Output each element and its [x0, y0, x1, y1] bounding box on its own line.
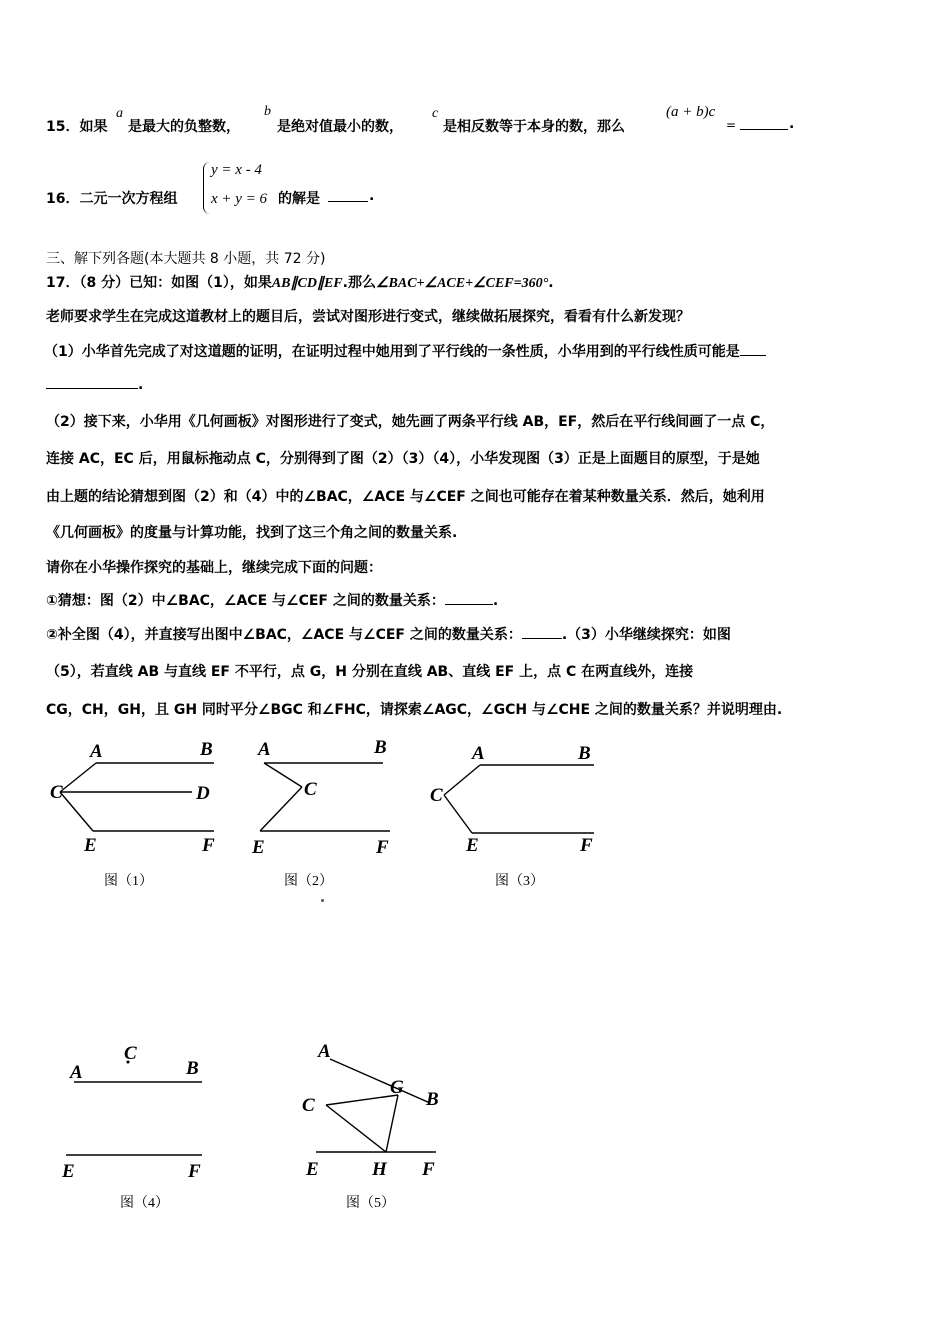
q17-line-5: （2）接下来，小华用《几何画板》对图形进行了变式，她先画了两条平行线 AB，EF，然后在平行线间画了一点 C，	[46, 414, 775, 430]
q17-line-6: 连接 AC，EC 后，用鼠标拖动点 C，分别得到了图（2）（3）（4），小华发现图（3）正是上面题目的原型，于是她	[46, 451, 760, 467]
q15-var-c: c	[432, 106, 439, 121]
fig3-line-ce	[444, 795, 472, 833]
equation-system-brace	[203, 162, 210, 214]
fig1-line-ce	[60, 792, 93, 831]
q17-line-4	[46, 376, 143, 393]
fig1-label-d: D	[196, 783, 210, 804]
q17-line1-prefix: 17．（8 分）已知：如图（1），如果	[46, 275, 272, 291]
fig2-label-a: A	[258, 739, 271, 760]
fig2-caption: 图（2）	[284, 874, 333, 889]
q17-line10-prefix: ①猜想：图（2）中∠BAC，∠ACE 与∠CEF 之间的数量关系：	[46, 593, 445, 609]
fig1-label-e: E	[84, 835, 97, 856]
fig5-line-ch	[326, 1105, 386, 1152]
q17-line10-end: .	[492, 593, 499, 609]
fig2-line-ac	[264, 763, 302, 787]
q15-prefix: 15．如果	[46, 119, 108, 135]
fig5-label-h: H	[372, 1159, 387, 1180]
fig2-label-f: F	[376, 837, 389, 858]
q15-end: .	[789, 116, 795, 132]
fig4-label-c: C	[124, 1043, 137, 1064]
q15-equals: =	[726, 118, 737, 132]
fig4-label-f: F	[188, 1161, 201, 1182]
fig2-label-e: E	[252, 837, 265, 858]
fig4-caption: 图（4）	[120, 1196, 169, 1211]
figure-3	[428, 735, 608, 855]
q17-line1-math: AB∥CD∥EF	[271, 276, 343, 291]
fig3-label-b: B	[578, 743, 591, 764]
figure-1	[46, 735, 236, 855]
fig1-label-b: B	[200, 739, 213, 760]
q17-line3-text: （1）小华首先完成了对这道题的证明，在证明过程中她用到了平行线的一条性质，小华用到的平行线性质可能是	[44, 344, 740, 360]
fig5-label-g: G	[390, 1077, 404, 1098]
q17-line-12: （5），若直线 AB 与直线 EF 不平行，点 G，H 分别在直线 AB、直线 EF 上，点 C 在两直线外，连接	[46, 664, 694, 680]
fig5-label-e: E	[306, 1159, 319, 1180]
q17-blank-1b[interactable]	[46, 376, 138, 389]
q17-line1-mid: .那么	[342, 275, 376, 291]
fig5-label-c: C	[302, 1095, 315, 1116]
q16-end: .	[369, 188, 375, 204]
q15-var-a: a	[116, 106, 123, 121]
q17-line-7: 由上题的结论猜想到图（2）和（4）中的∠BAC，∠ACE 与∠CEF 之间也可能存在着某种数量关系．然后，她利用	[46, 489, 765, 505]
fig1-label-f: F	[202, 835, 215, 856]
q16-equation-1: y = x - 4	[211, 162, 262, 178]
fig4-label-e: E	[62, 1161, 75, 1182]
q15-answer-blank[interactable]	[740, 117, 788, 130]
fig1-line-ac	[60, 763, 96, 792]
fig3-caption: 图（3）	[495, 874, 544, 889]
q17-line1-end: .	[548, 275, 554, 291]
fig3-label-a: A	[472, 743, 485, 764]
figure-5	[298, 1035, 458, 1185]
q16-suffix: 的解是	[278, 191, 320, 207]
q17-line-8: 《几何画板》的度量与计算功能，找到了这三个角之间的数量关系.	[46, 525, 458, 541]
fig2-label-c: C	[304, 779, 317, 800]
fig1-label-a: A	[90, 741, 103, 762]
q16-prefix: 16．二元一次方程组	[46, 191, 178, 207]
fig4-label-b: B	[186, 1058, 199, 1079]
q15-part1: 是最大的负整数，	[128, 119, 240, 135]
fig5-label-f: F	[422, 1159, 435, 1180]
q17-blank-1a[interactable]	[740, 343, 766, 356]
fig1-label-c: C	[50, 782, 63, 803]
fig5-label-b: B	[426, 1089, 439, 1110]
q15-part3: 是相反数等于本身的数，那么	[443, 119, 625, 135]
fig4-label-a: A	[70, 1062, 83, 1083]
q17-line-3	[44, 341, 766, 361]
q17-line4-end: .	[138, 377, 144, 393]
q17-line11-suffix: .（3）小华继续探究：如图	[561, 627, 731, 643]
q15-expression: (a + b)c	[666, 104, 716, 120]
fig1-caption: 图（1）	[104, 874, 153, 889]
section-header: 三、解下列各题(本大题共 8 小题，共 72 分)	[46, 251, 326, 267]
q17-line-9: 请你在小华操作探究的基础上，继续完成下面的问题：	[46, 560, 382, 576]
fig3-label-f: F	[580, 835, 593, 856]
fig5-line-gh	[386, 1095, 398, 1152]
q15-var-b: b	[264, 104, 271, 119]
figure-4	[56, 1035, 226, 1185]
q17-line-13: CG，CH，GH，且 GH 同时平分∠BGC 和∠FHC，请探索∠AGC，∠GCH 与∠CHE 之间的数量关系？并说明理由.	[46, 702, 783, 718]
fig5-line-ab	[330, 1059, 430, 1103]
fig3-line-ac	[444, 765, 480, 795]
fig5-line-cg	[326, 1095, 398, 1105]
fig3-label-e: E	[466, 835, 479, 856]
q17-line1-math2: ∠BAC+∠ACE+∠CEF=360°	[375, 276, 549, 291]
q17-line-10	[46, 590, 498, 610]
q17-line-11	[46, 624, 731, 644]
fig3-label-c: C	[430, 785, 443, 806]
fig2-line-ce	[260, 787, 302, 831]
q17-blank-2[interactable]	[445, 592, 493, 605]
fig2-label-b: B	[374, 737, 387, 758]
figure-2	[250, 735, 410, 858]
q17-blank-3[interactable]	[522, 626, 562, 639]
q15-part2: 是绝对值最小的数，	[277, 119, 403, 135]
stray-dot	[321, 899, 324, 902]
q17-line11-prefix: ②补全图（4），并直接写出图中∠BAC，∠ACE 与∠CEF 之间的数量关系：	[46, 627, 522, 643]
q16-answer-blank[interactable]	[328, 189, 368, 202]
q16-equation-2: x + y = 6	[211, 191, 268, 207]
q17-line-2: 老师要求学生在完成这道教材上的题目后，尝试对图形进行变式，继续做拓展探究，看看有什么新发现？	[46, 309, 690, 325]
fig5-label-a: A	[318, 1041, 331, 1062]
fig5-caption: 图（5）	[346, 1196, 395, 1211]
q17-line-1	[46, 272, 554, 292]
